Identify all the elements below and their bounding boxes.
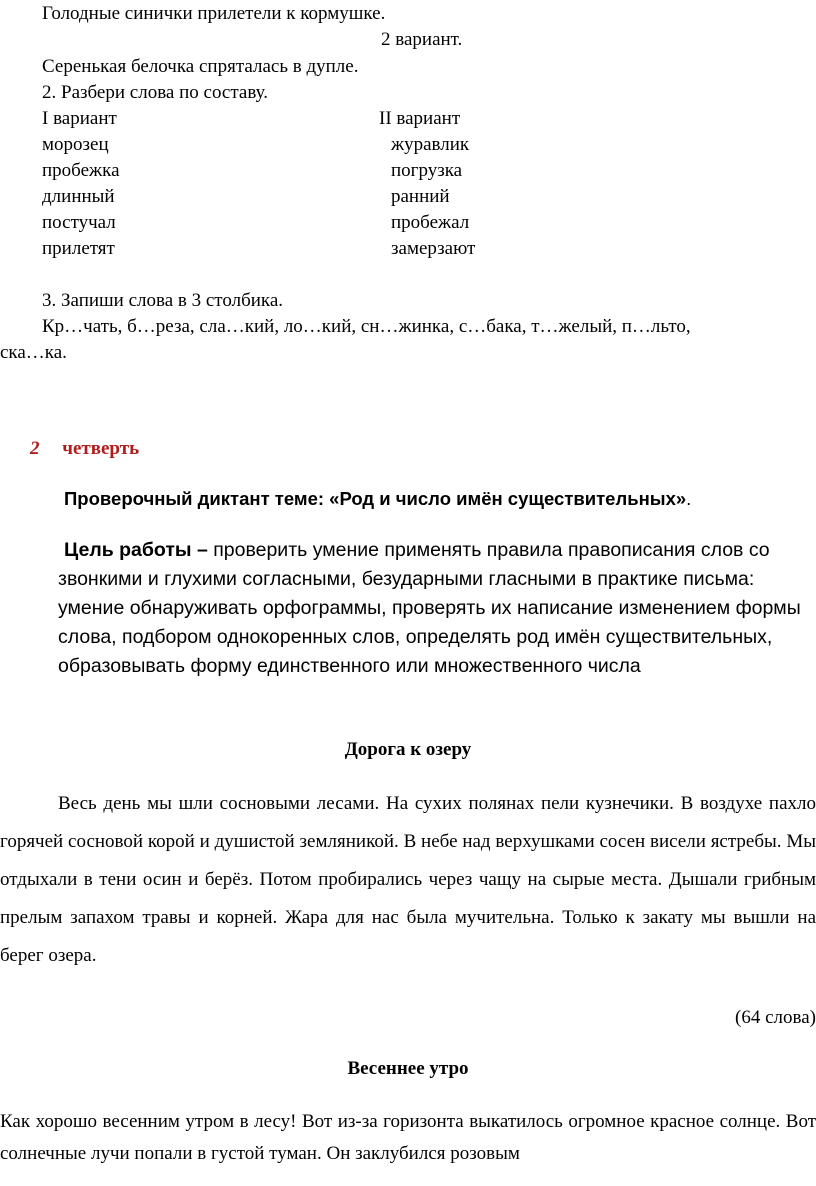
right-word: замерзают xyxy=(391,238,476,259)
quarter-number: 2 xyxy=(30,438,40,459)
word-count: (64 слова) xyxy=(735,1007,816,1028)
goal-text: проверить умение применять правила правописания слов со звонкими и глухими согласными, безударными гласными в практике письма: умение обнаруживать орфограммы, проверять их написание изменением формы слова, подбором однокоренных слов, определять род имён существительных, образовывать форму единственного или множественного числа xyxy=(58,539,801,677)
dictation-title xyxy=(64,488,691,510)
left-word: прилетят xyxy=(42,238,115,259)
sentence-sinichki: Голодные синички прилетели к кормушке. xyxy=(42,3,386,24)
column-right-header: II вариант xyxy=(379,108,461,129)
right-word: пробежал xyxy=(391,212,470,233)
quarter-heading xyxy=(30,438,139,460)
right-word: погрузка xyxy=(391,160,463,181)
task-3-words-line2: ска…ка. xyxy=(0,342,67,363)
dictation-title-period: . xyxy=(686,488,692,509)
task-2-heading: 2. Разбери слова по составу. xyxy=(42,82,268,103)
text2-body xyxy=(0,1106,816,1170)
right-word: журавлик xyxy=(391,134,470,155)
text1-title: Дорога к озеру xyxy=(344,739,472,760)
quarter-label: четверть xyxy=(62,438,140,459)
dictation-title-text: Проверочный диктант теме: «Род и число имён существительных» xyxy=(64,488,687,509)
left-word: длинный xyxy=(42,186,115,207)
text2-body-text: Как хорошо весенним утром в лесу! Вот из-за горизонта выкатилось огромное красное солнце. Вот солнечные лучи попали в густой туман. Он заклубился розовым xyxy=(0,1111,816,1164)
text1-body xyxy=(0,785,816,975)
variant-2-label: 2 вариант. xyxy=(381,29,463,50)
goal-paragraph xyxy=(58,536,810,681)
goal-label: Цель работы – xyxy=(64,539,208,561)
left-word: постучал xyxy=(42,212,116,233)
right-word: ранний xyxy=(391,186,450,207)
left-word: морозец xyxy=(42,134,109,155)
column-left-header: I вариант xyxy=(42,108,117,129)
sentence-belochka: Серенькая белочка спряталась в дупле. xyxy=(42,56,359,77)
text2-title: Весеннее утро xyxy=(347,1058,469,1079)
left-word: пробежка xyxy=(42,160,120,181)
text1-body-text: Весь день мы шли сосновыми лесами. На сухих полянах пели кузнечики. В воздухе пахло горячей сосновой корой и душистой земляникой. В небе над верхушками сосен висели ястребы. Мы отдыхали в тени осин и берёз. Потом пробирались через чащу на сырые места. Дышали грибным прелым запахом травы и корней. Жара для нас была мучительна. Только к закату мы вышли на берег озера. xyxy=(0,793,816,966)
task-3-heading: 3. Запиши слова в 3 столбика. xyxy=(42,290,284,311)
task-3-words-line1: Кр…чать, б…реза, сла…кий, ло…кий, сн…жинка, с…бака, т…желый, п…льто, xyxy=(42,316,691,337)
